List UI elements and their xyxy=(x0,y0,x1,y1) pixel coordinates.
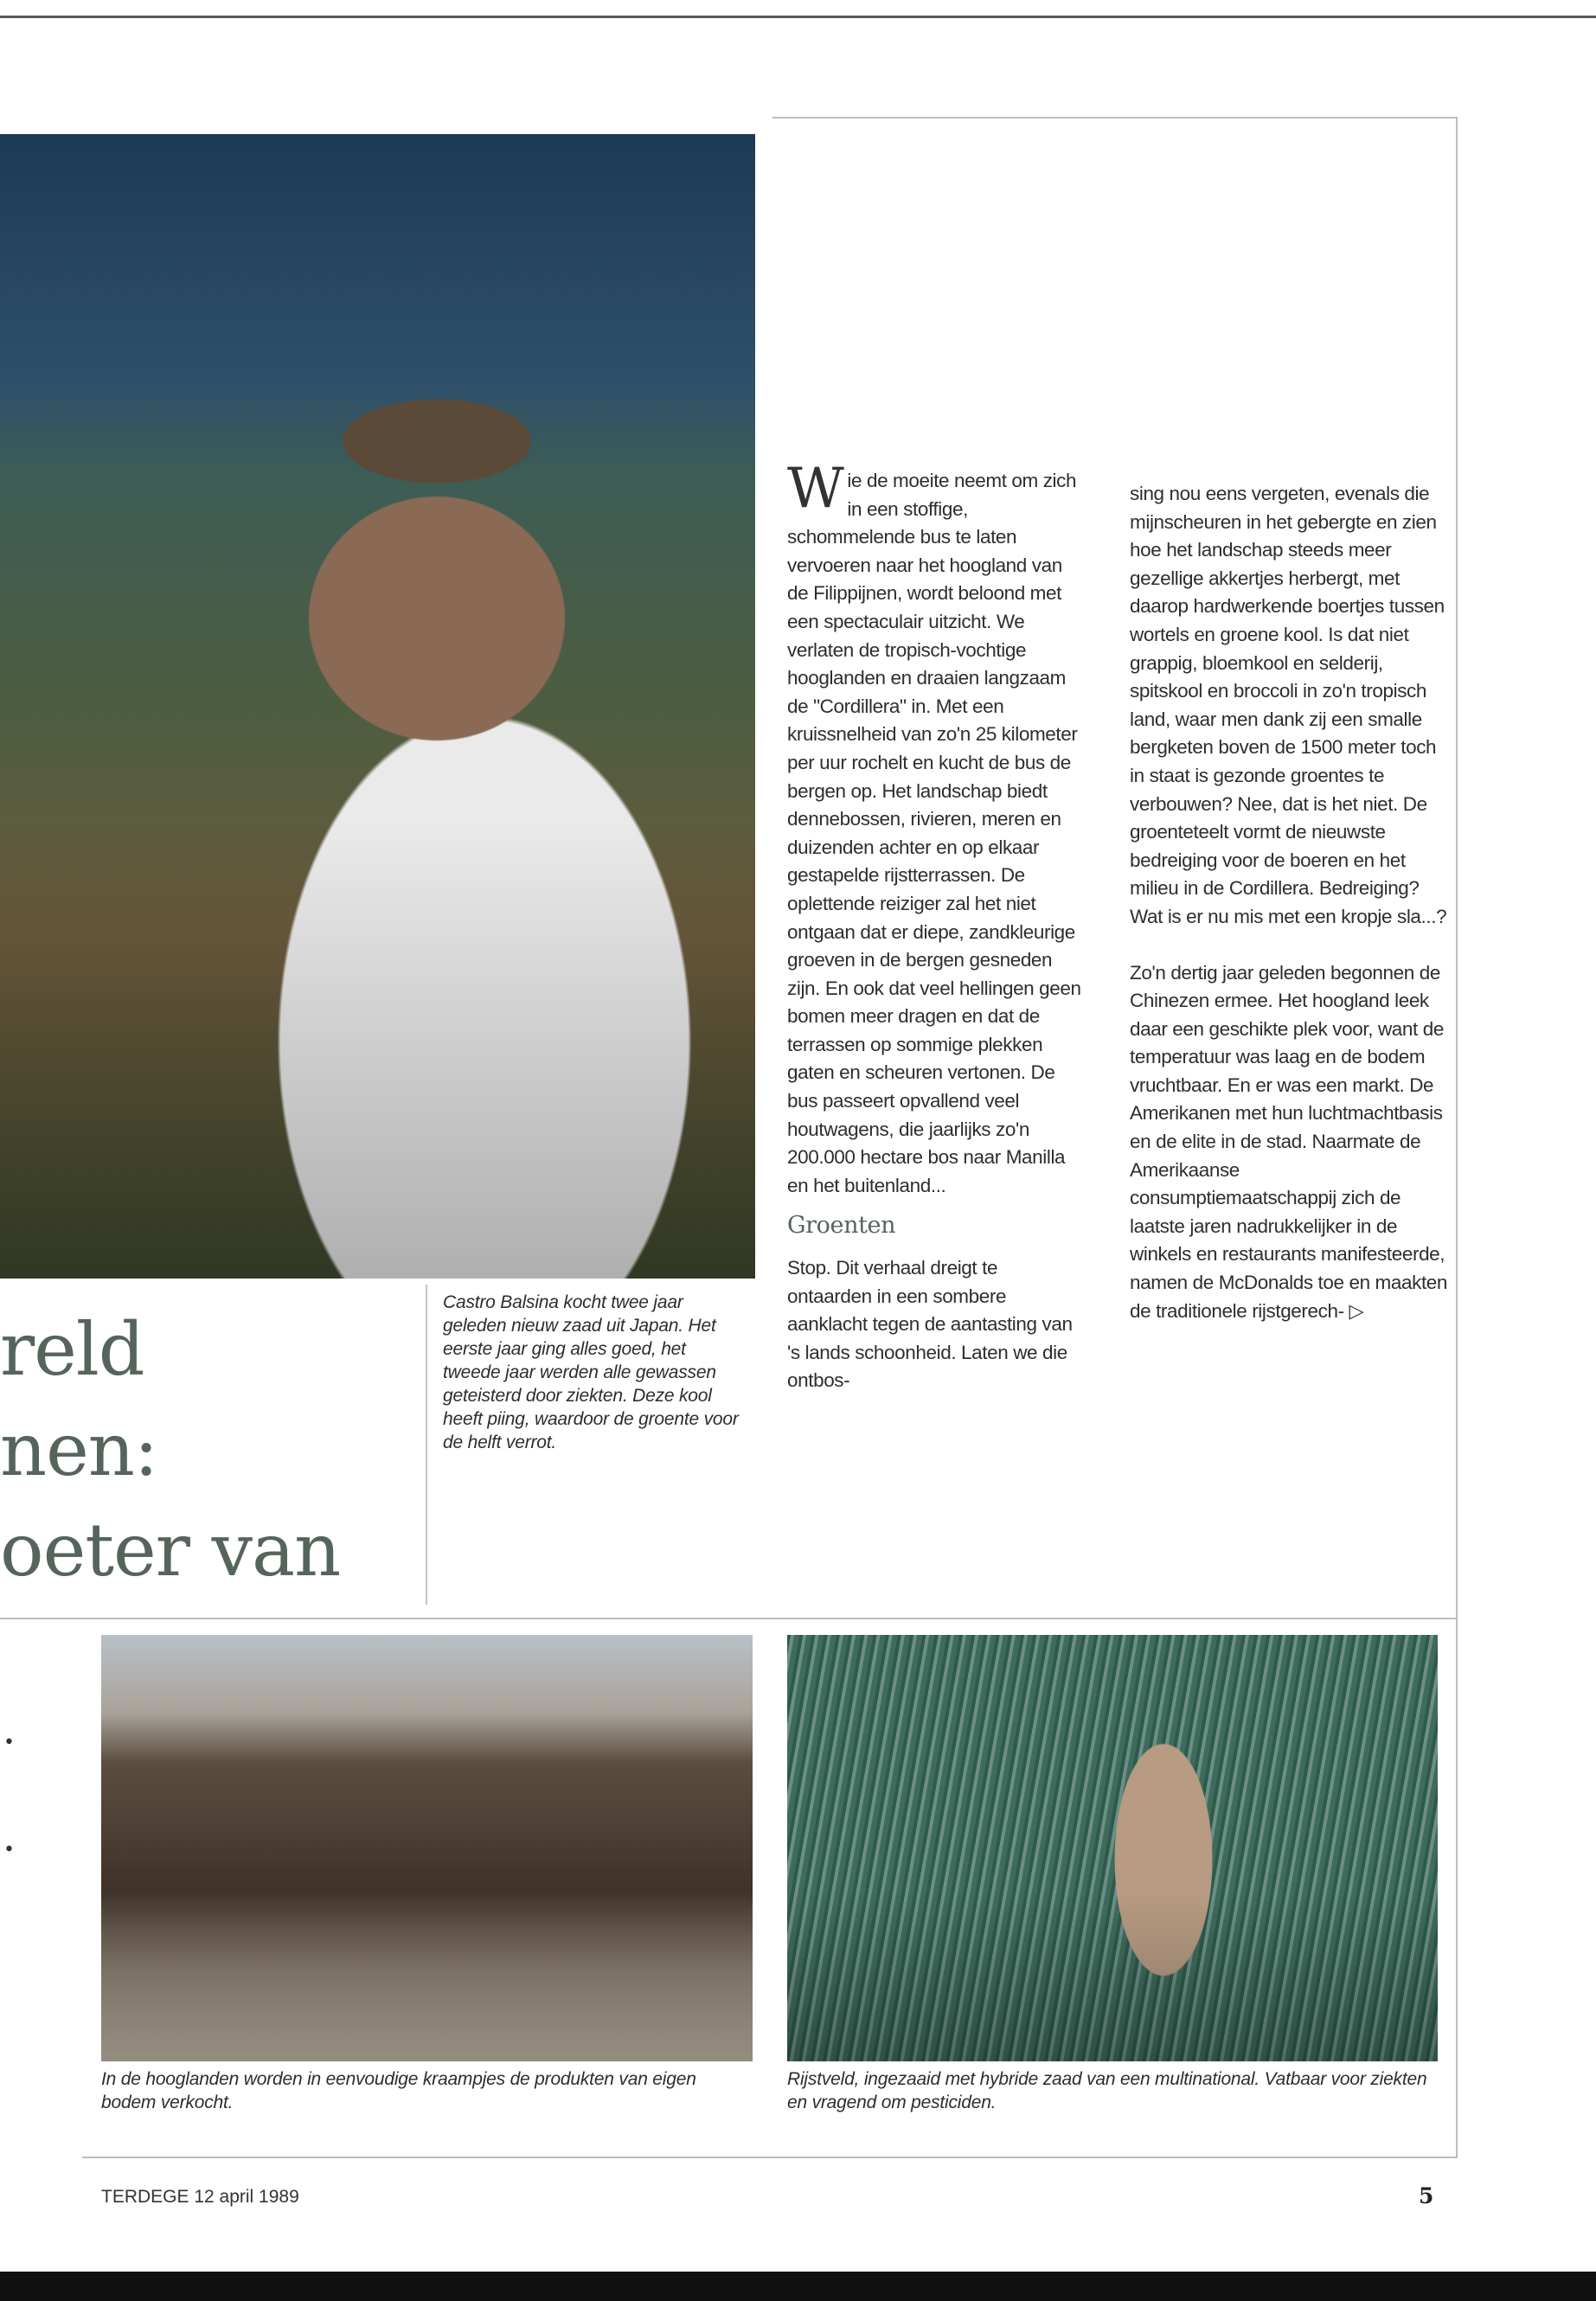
headline-line-2: nen: xyxy=(0,1407,158,1492)
caption-divider xyxy=(426,1285,427,1605)
market-photo-caption: In de hooglanden worden in eenvoudige kraampjes de produkten van eigen bodem verkocht. xyxy=(101,2069,696,2112)
bullet-mark: • xyxy=(3,1732,15,1753)
market-stall-photo xyxy=(101,1635,753,2061)
article-paragraph-1: sing nou eens vergeten, evenals die mijnscheuren in het gebergte en zien hoe het landschap steeds meer gezellige akkertjes herbergt, met daarop hardwerkende boertjes tussen wortels en groene kool. Is dat niet grappig, bloemkool en selderij, spitskool en broccoli in zo'n tropisch land, waar men dank zij een smalle bergketen boven de 1500 meter toch in staat is gezonde groentes te verbouwen? Nee, dat is het niet. De groenteteelt vormt de nieuwste bedreiging voor de boeren en het milieu in de Cordillera. Bedreiging? Wat is er nu mis met een kropje sla...? xyxy=(1130,483,1447,927)
bottom-scan-edge xyxy=(0,2272,1596,2301)
frame-top-line xyxy=(772,117,1458,119)
headline-line-1: reld xyxy=(0,1307,144,1392)
article-paragraph-2: Zo'n dertig jaar geleden begonnen de Chinezen ermee. Het hoogland leek daar een geschikte plek voor, want de temperatuur was laag en de bodem vruchtbaar. En er was een markt. De Amerikanen met hun luchtmachtbasis en de elite in de stad. Naarmate de Amerikaanse consumptiemaatschappij zich de laatste jaren nadrukkelijker in de winkels en restaurants manifesteerde, namen de McDonalds toe en maakten de traditionele rijstgerech- ▷ xyxy=(1130,961,1448,1322)
article-column-1 xyxy=(787,457,1086,1395)
frame-right-line xyxy=(1456,117,1458,2158)
page-number: 5 xyxy=(1419,2183,1434,2208)
rice-field-photo xyxy=(787,1635,1438,2061)
farmer-photo xyxy=(0,134,755,1279)
farmer-photo-caption: Castro Balsina kocht twee jaar geleden nieuw zaad uit Japan. Het eerste jaar ging alles goed, het tweede jaar werden alle gewassen geteisterd door ziekten. Deze kool heeft piing, waardoor de groente voor de helft verrot. xyxy=(443,1292,739,1452)
top-rule xyxy=(0,16,1596,18)
article-text-continued: Stop. Dit verhaal dreigt te ontaarden in een sombere aanklacht tegen de aantasting van 's lands schoonheid. Laten we die ontbos- xyxy=(787,1257,1073,1392)
headline-line-3: oeter van xyxy=(0,1508,341,1593)
frame-middle-line xyxy=(0,1618,1458,1619)
magazine-issue-line: TERDEGE 12 april 1989 xyxy=(101,2187,299,2207)
rice-photo-caption: Rijstveld, ingezaaid met hybride zaad van een multinational. Vatbaar voor ziekten en vragend om pesticiden. xyxy=(787,2069,1427,2112)
section-subhead: Groenten xyxy=(787,1212,896,1240)
article-column-2 xyxy=(1130,480,1450,1325)
frame-bottom-line xyxy=(82,2157,1458,2158)
drop-cap: W xyxy=(787,457,844,521)
article-intro-text: ie de moeite neemt om zich in een stoffige, schommelende bus te laten vervoeren naar het hoogland van de Filippijnen, wordt beloond met een spectaculair uitzicht. We verlaten de tropisch-vochtige hooglanden en draaien langzaam de "Cordillera" in. Met een kruissnelheid van zo'n 25 kilometer per uur rochelt en kucht de bus de bergen op. Het landschap biedt dennebossen, rivieren, meren en duizenden achter en op elkaar gestapelde rijstterrassen. De oplettende reiziger zal het niet ontgaan dat er diepe, zandkleurige groeven in de bergen gesneden zijn. En ook dat veel hellingen geen bomen meer dragen en dat de terrassen op sommige plekken gaten en scheuren vertonen. De bus passeert opvallend veel houtwagens, die jaarlijks zo'n 200.000 hectare bos naar Manilla en het buitenland... xyxy=(787,470,1081,1196)
bullet-mark: • xyxy=(3,1839,15,1861)
